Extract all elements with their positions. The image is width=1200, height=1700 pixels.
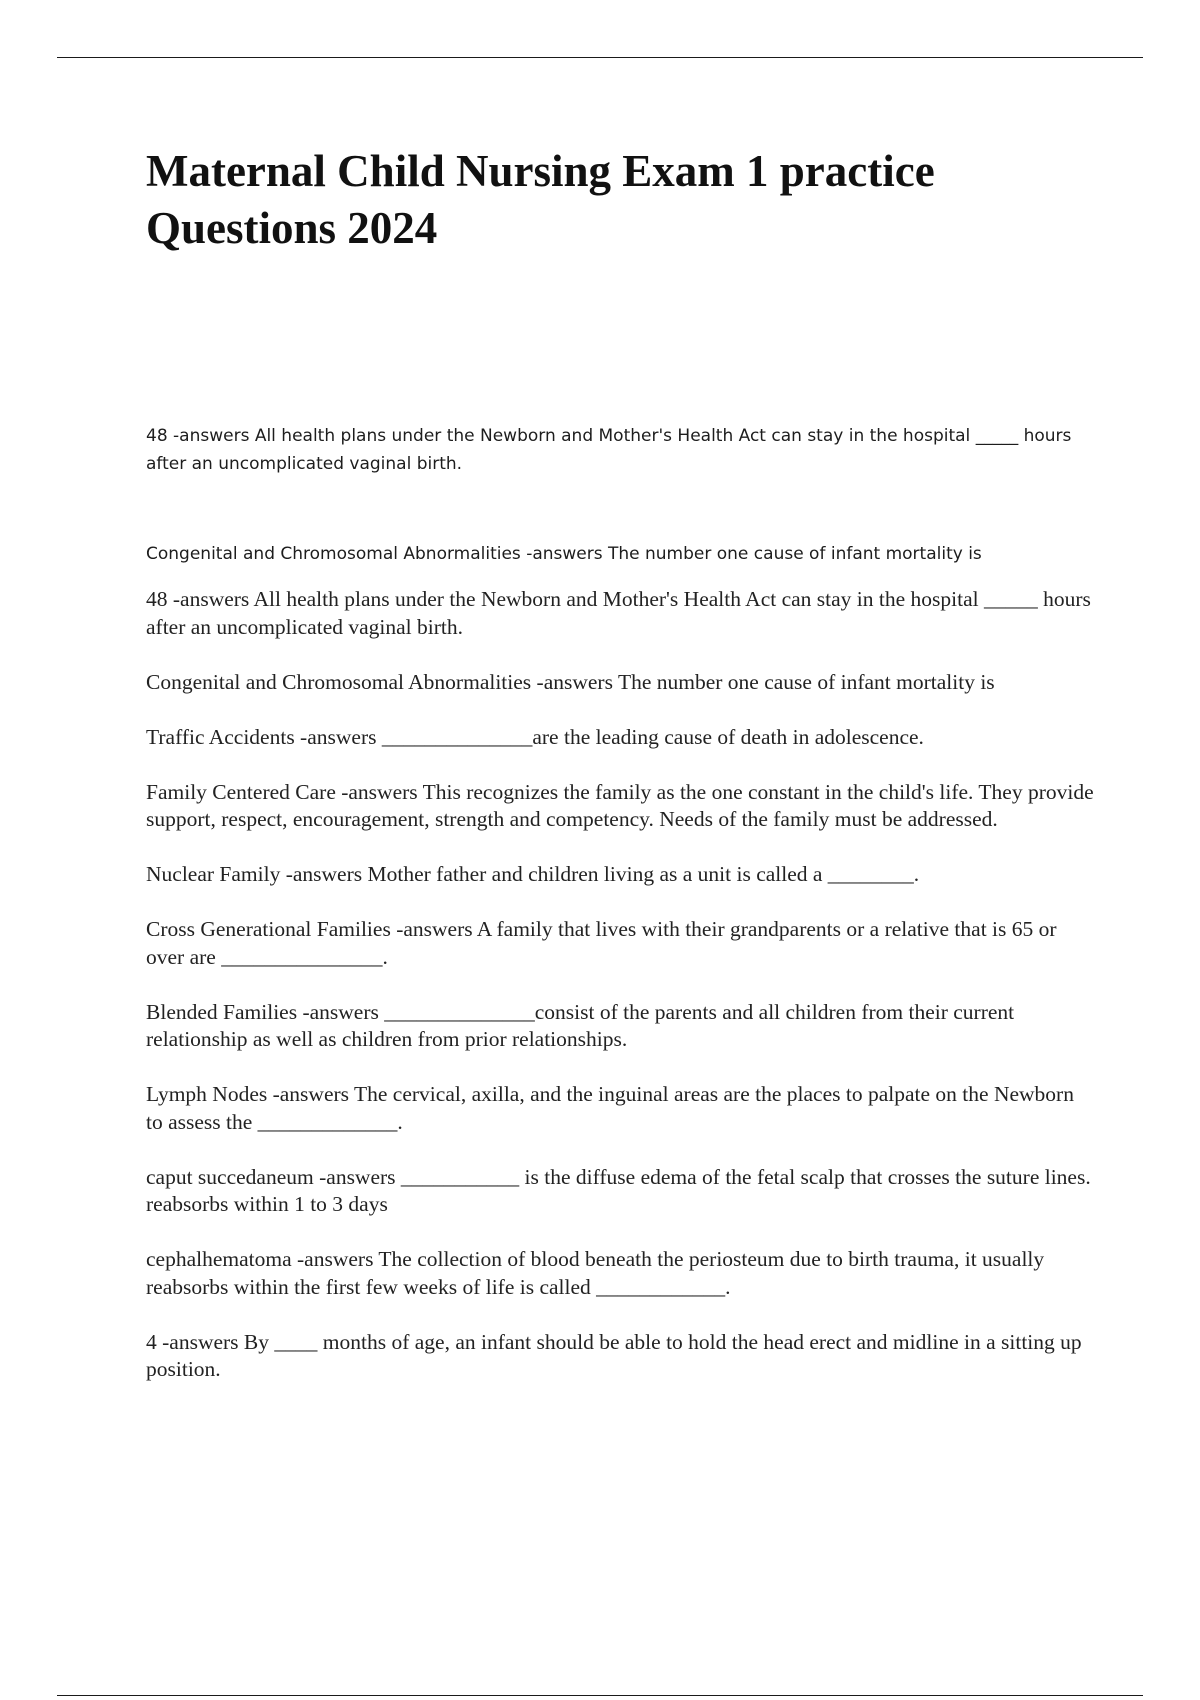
qa-item-4: Family Centered Care -answers This recognizes the family as the one constant in the child's life. They provide support, respect, encouragement, strength and competency. Needs of the family must be addressed. — [146, 779, 1094, 831]
sans-excerpt-1: 48 -answers All health plans under the Newborn and Mother's Health Act can stay in the hospital _____ hours after an uncomplicated vaginal birth. — [146, 426, 1072, 474]
qa-item-1: 48 -answers All health plans under the Newborn and Mother's Health Act can stay in the hospital _____ hours after an uncomplicated vaginal birth. — [146, 587, 1091, 639]
qa-item-9: caput succedaneum -answers ___________ is the diffuse edema of the fetal scalp that crosses the suture lines. reabsorbs within 1 to 3 days — [146, 1164, 1091, 1216]
qa-item-7: Blended Families -answers ______________consist of the parents and all children from their current relationship as well as children from prior relationships. — [146, 999, 1015, 1051]
qa-item-3: Traffic Accidents -answers ______________are the leading cause of death in adolescence. — [146, 724, 924, 749]
qa-item-8: Lymph Nodes -answers The cervical, axilla, and the inguinal areas are the places to palpate on the Newborn to assess the _____________. — [146, 1082, 1074, 1134]
bottom-rule — [57, 1695, 1143, 1696]
qa-item-11: 4 -answers By ____ months of age, an infant should be able to hold the head erect and midline in a sitting up position. — [146, 1329, 1082, 1381]
top-rule — [57, 57, 1143, 58]
document-title: Maternal Child Nursing Exam 1 practice Questions 2024 — [146, 146, 935, 253]
qa-item-6: Cross Generational Families -answers A family that lives with their grandparents or a relative that is 65 or over are _______________. — [146, 917, 1057, 969]
question-answer-list — [146, 586, 1094, 1411]
qa-item-10: cephalhematoma -answers The collection of blood beneath the periosteum due to birth trauma, it usually reabsorbs within the first few weeks of life is called ____________. — [146, 1247, 1045, 1299]
qa-item-5: Nuclear Family -answers Mother father and children living as a unit is called a ________. — [146, 862, 920, 886]
sans-excerpt-2: Congenital and Chromosomal Abnormalities -answers The number one cause of infant mortality is — [146, 544, 982, 564]
qa-item-2: Congenital and Chromosomal Abnormalities -answers The number one cause of infant mortality is — [146, 669, 995, 694]
